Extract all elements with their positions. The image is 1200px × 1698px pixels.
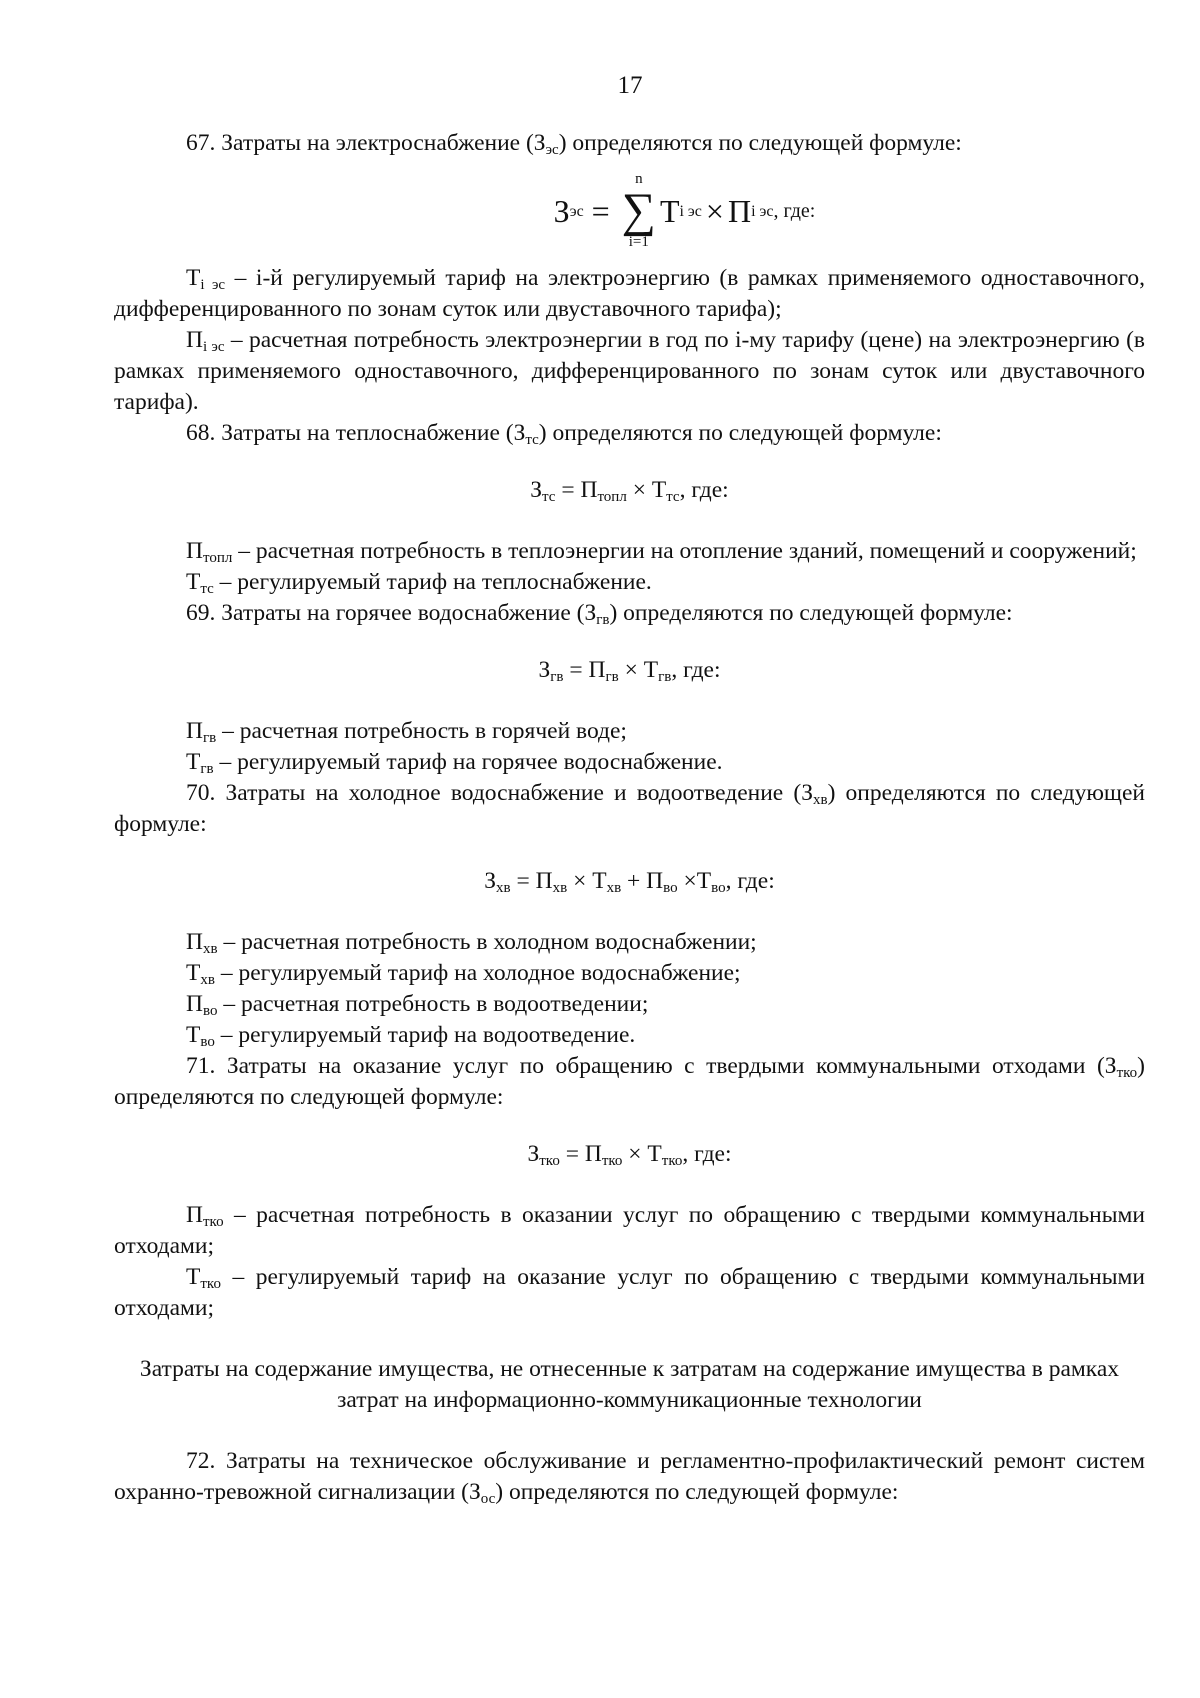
definition-t-vo: $Т_{во}$ – регулируемый тариф на водоотведение. (186, 1022, 636, 1050)
definition-t-ts: $Т_{тс}$ – регулируемый тариф на теплоснабжение. (186, 569, 652, 597)
definition-p-vo: $П_{во}$ – расчетная потребность в водоотведении; (186, 991, 649, 1019)
paragraph-70-intro: 70. Затраты на холодное водоснабжение и водоотведение $(З_{хв})$ определяются по следующей формуле: (114, 780, 1145, 837)
paragraph-68-intro: 68. Затраты на теплоснабжение $(З_{тс})$ определяются по следующей формуле: (186, 420, 942, 448)
definition-p-topl: $П_{топл}$ – расчетная потребность в теплоэнергии на отопление зданий, помещений и сооружений; (186, 538, 1137, 566)
formula-waste: $З_{тко} = П_{тко} \times Т_{тко}$, где: (527, 1141, 732, 1169)
paragraph-72-intro: 72. Затраты на техническое обслуживание и регламентно-профилактический ремонт систем охранно-тревожной сигнализации $(З_{ос})$ определяются по следующей формуле: (114, 1448, 1145, 1507)
definition-t-hv: $Т_{хв}$ – регулируемый тариф на холодное водоснабжение; (186, 960, 741, 988)
definition-t-gv: $Т_{гв}$ – регулируемый тариф на горячее водоснабжение. (186, 749, 723, 777)
sum-operator: n ∑ i=1 (621, 171, 656, 250)
paragraph-69-intro: 69. Затраты на горячее водоснабжение $(З_{гв})$ определяются по следующей формуле: (186, 600, 1013, 628)
page-number: 17 (617, 72, 643, 99)
page-body (114, 128, 1145, 1508)
formula-cold-water: $З_{хв} = П_{хв} \times Т_{хв} + П_{во} \times Т_{во}$, где: (484, 868, 775, 896)
definition-p-gv: $П_{гв}$ – расчетная потребность в горячей воде; (186, 718, 627, 746)
paragraph-71-intro: 71. Затраты на оказание услуг по обращению с твердыми коммунальными отходами $(З_{тко})$ определяются по следующей формуле: (114, 1053, 1145, 1110)
definition-t-es: $T_{i эс} - i-й$ регулируемый тариф на электроэнергию (в рамках применяемого одноставочного, дифференцированного по зонам суток или двуставочного тарифа); (114, 265, 1146, 322)
formula-electricity: З эс = n ∑ i=1 T i эс × П i эс , где: (553, 171, 816, 250)
formula-heat: $З_{тс} = П_{топл} \times Т_{тс}$, где: (530, 477, 729, 505)
formula-lhs: З (553, 192, 570, 229)
definition-p-es: $П_{i эс}$ – расчетная потребность электроэнергии в год по i-му тарифу (цене) на электроэнергию (в рамках применяемого одноставочного, дифференцированного по зонам суток или двуставочного тарифа). (114, 327, 1145, 415)
formula-hot-water: $З_{гв} = П_{гв} \times Т_{гв}$, где: (538, 657, 721, 685)
section-heading: Затраты на содержание имущества, не отнесенные к затратам на содержание имущества в рамках затрат на информационно-коммуникационные технологии (139, 1356, 1120, 1413)
definition-p-hv: $П_{хв}$ – расчетная потребность в холодном водоснабжении; (186, 929, 757, 957)
definition-t-tko: $Т_{тко}$ – регулируемый тариф на оказание услуг по обращению с твердыми коммунальными отходами; (114, 1264, 1145, 1321)
paragraph-67-intro: 67. Затраты на электроснабжение $(З_{эс})$ определяются по следующей формуле: (186, 130, 962, 158)
definition-p-tko: $П_{тко}$ – расчетная потребность в оказании услуг по обращению с твердыми коммунальными отходами; (114, 1202, 1145, 1259)
